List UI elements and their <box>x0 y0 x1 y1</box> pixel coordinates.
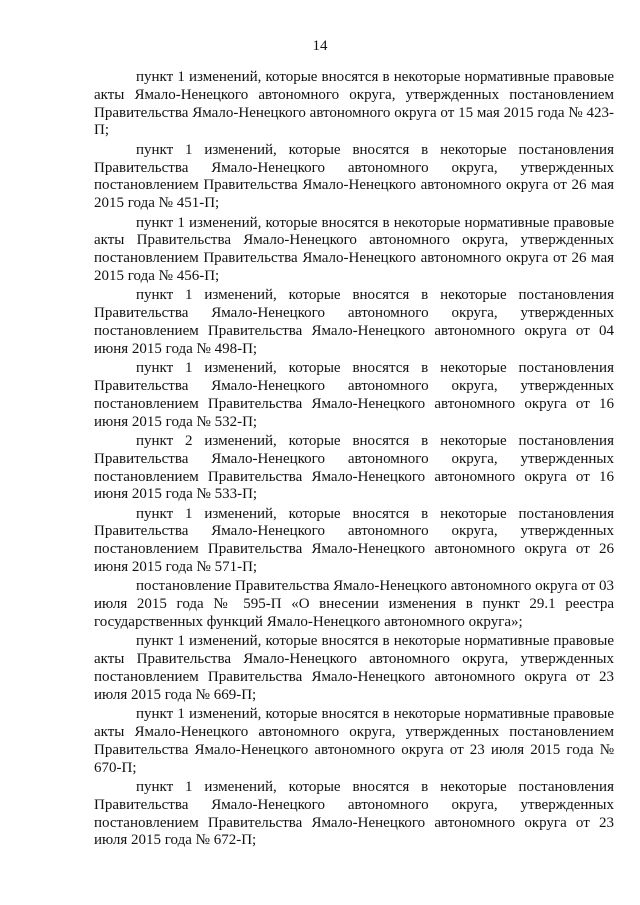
document-body <box>94 69 614 852</box>
paragraph: пункт 1 изменений, которые вносятся в некоторые постановления Правительства Ямало-Ненецкого автономного округа, утвержденных постановлением Правительства Ямало-Ненецкого автономного округа от 23 июля 2015 года № 672-П; <box>94 779 614 849</box>
paragraph: постановление Правительства Ямало-Ненецкого автономного округа от 03 июля 2015 года № 595-П «О внесении изменения в пункт 29.1 реестра государственных функций Ямало-Ненецкого автономного округа»; <box>94 578 614 631</box>
page-number: 14 <box>312 38 328 54</box>
paragraph: пункт 1 изменений, которые вносятся в некоторые постановления Правительства Ямало-Ненецкого автономного округа, утвержденных постановлением Правительства Ямало-Ненецкого автономного округа от 04 июня 2015 года № 498-П; <box>94 287 614 357</box>
paragraph: пункт 1 изменений, которые вносятся в некоторые нормативные правовые акты Правительства Ямало-Ненецкого автономного округа, утвержденных постановлением Правительства Ямало-Ненецкого автономного округа от 26 мая 2015 года № 456-П; <box>94 214 614 284</box>
paragraph: пункт 2 изменений, которые вносятся в некоторые постановления Правительства Ямало-Ненецкого автономного округа, утвержденных постановлением Правительства Ямало-Ненецкого автономного округа от 16 июня 2015 года № 533-П; <box>94 432 614 503</box>
paragraph: пункт 1 изменений, которые вносятся в некоторые постановления Правительства Ямало-Ненецкого автономного округа, утвержденных постановлением Правительства Ямало-Ненецкого автономного округа от 26 июня 2015 года № 571-П; <box>94 505 614 576</box>
paragraph: пункт 1 изменений, которые вносятся в некоторые нормативные правовые акты Ямало-Ненецкого автономного округа, утвержденных постановлением Правительства Ямало-Ненецкого автономного округа от 15 мая 2015 года № 423-П; <box>94 69 614 139</box>
paragraph: пункт 1 изменений, которые вносятся в некоторые нормативные правовые акты Правительства Ямало-Ненецкого автономного округа, утвержденных постановлением Правительства Ямало-Ненецкого автономного округа от 23 июля 2015 года № 669-П; <box>94 633 614 703</box>
paragraph: пункт 1 изменений, которые вносятся в некоторые нормативные правовые акты Ямало-Ненецкого автономного округа, утвержденных постановлением Правительства Ямало-Ненецкого автономного округа от 23 июля 2015 года № 670-П; <box>94 706 614 776</box>
paragraph: пункт 1 изменений, которые вносятся в некоторые постановления Правительства Ямало-Ненецкого автономного округа, утвержденных постановлением Правительства Ямало-Ненецкого автономного округа от 16 июня 2015 года № 532-П; <box>94 360 614 430</box>
paragraph: пункт 1 изменений, которые вносятся в некоторые постановления Правительства Ямало-Ненецкого автономного округа, утвержденных постановлением Правительства Ямало-Ненецкого автономного округа от 26 мая 2015 года № 451-П; <box>94 141 614 212</box>
